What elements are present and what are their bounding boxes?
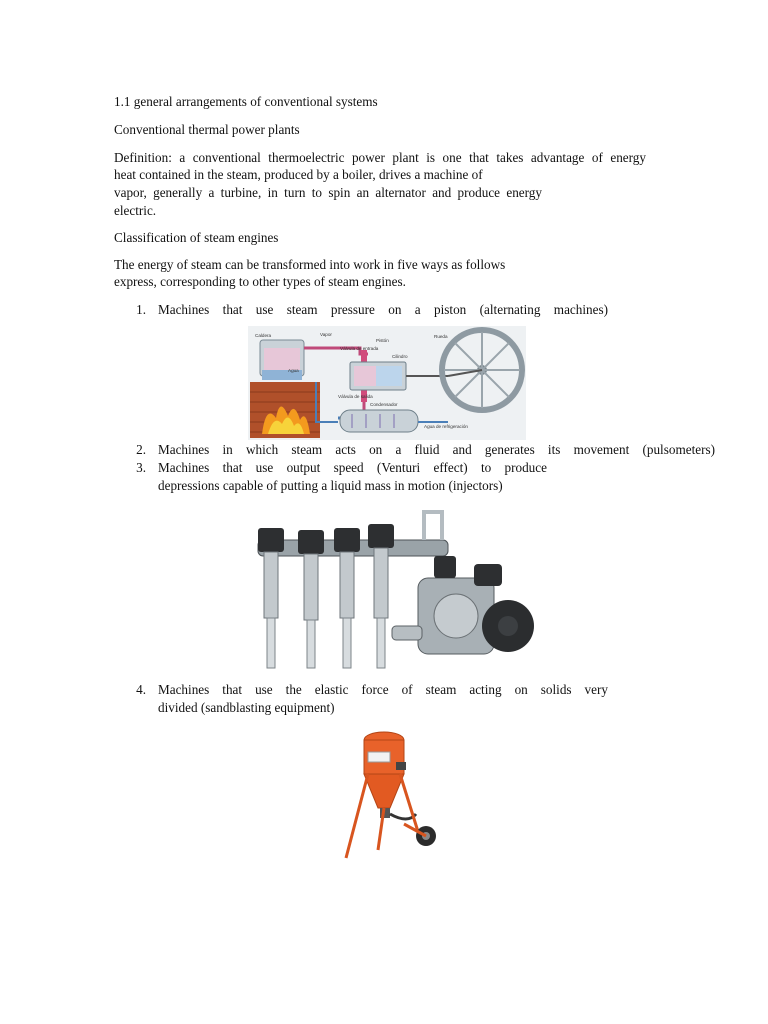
label-agua: Agua <box>288 368 299 373</box>
label-piston: Pistón <box>376 338 389 343</box>
list-item-1-line-1: Machines that use steam pressure on a piston (alternating machines) <box>158 302 608 317</box>
label-agua-refrigeracion: Agua de refrigeración <box>424 424 468 429</box>
injectors-image <box>246 500 538 672</box>
list-number: 2. <box>136 442 146 457</box>
list-item-3-line-1: Machines that use output speed (Venturi effect) to produce <box>158 460 547 475</box>
label-condensador: Condensador <box>370 402 398 407</box>
label-vapor: Vapor <box>320 332 332 337</box>
list-item-4-line-2: divided (sandblasting equipment) <box>158 700 335 715</box>
list-item-2-line-1: Machines in which steam acts on a fluid and generates its movement (pulsometers) <box>158 442 715 457</box>
classification-title: Classification of steam engines <box>114 230 279 245</box>
definition-line-1: Definition: a conventional thermoelectric power plant is one that takes advantage of energy <box>114 150 646 165</box>
subheading: Conventional thermal power plants <box>114 122 300 137</box>
definition-line-2: heat contained in the steam, produced by a boiler, drives a machine of <box>114 167 483 182</box>
list-number: 1. <box>136 302 146 317</box>
definition-line-4: electric. <box>114 203 157 218</box>
section-heading: 1.1 general arrangements of conventional systems <box>114 94 378 109</box>
list-number: 4. <box>136 682 146 697</box>
intro-line-1: The energy of steam can be transformed into work in five ways as follows <box>114 257 506 272</box>
label-valvula-salida: Válvula de salida <box>338 394 373 399</box>
list-item-4-line-1: Machines that use the elastic force of steam acting on solids very <box>158 682 608 697</box>
steam-engine-diagram <box>248 326 526 440</box>
list-number: 3. <box>136 460 146 475</box>
intro-line-2: express, corresponding to other types of steam engines. <box>114 274 406 289</box>
definition-line-3: vapor, generally a turbine, in turn to spin an alternator and produce energy <box>114 185 542 200</box>
sandblaster-image <box>338 728 442 860</box>
label-cilindro: Cilindro <box>392 354 408 359</box>
label-caldera: Caldera <box>255 333 272 338</box>
label-rueda: Rueda <box>434 334 448 339</box>
label-valvula-entrada: Válvula de entrada <box>340 346 379 351</box>
list-item-3-line-2: depressions capable of putting a liquid mass in motion (injectors) <box>158 478 503 493</box>
